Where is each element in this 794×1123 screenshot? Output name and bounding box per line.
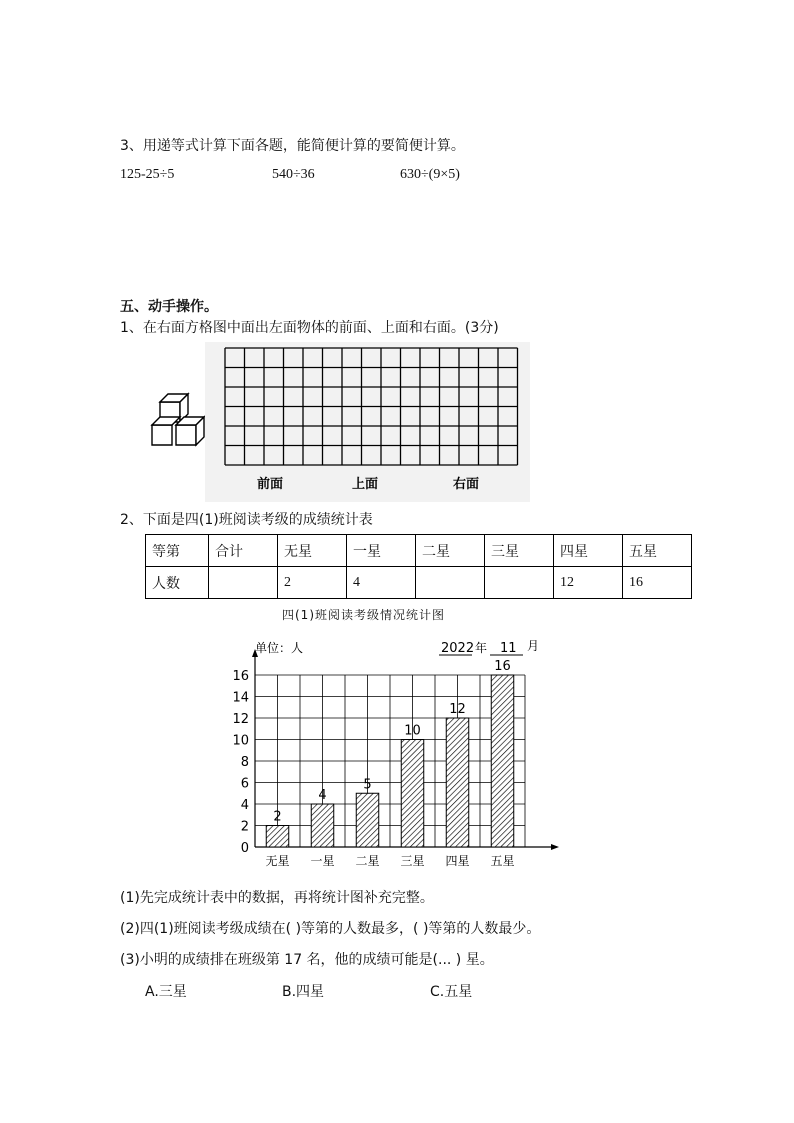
bar-value-label: 4: [318, 788, 327, 803]
table-cell: 五星: [623, 535, 692, 567]
grid-label-front: 前面: [257, 477, 284, 492]
section-title: 五、动手操作。: [120, 299, 218, 315]
table-data-row: [146, 567, 692, 599]
table-cell-total[interactable]: [209, 567, 278, 599]
bar: [491, 675, 514, 847]
q3-expr-1: 125-25÷5: [120, 167, 175, 182]
bar-chart: [225, 630, 585, 880]
bar-value-label: 5: [363, 777, 372, 793]
table-cell: 无星: [278, 535, 347, 567]
y-tick-label: 6: [240, 776, 249, 792]
chart-title: 四(1)班阅读考级情况统计图: [282, 608, 445, 622]
table-cell: 四星: [554, 535, 623, 567]
x-tick-label: 二星: [355, 854, 380, 868]
table-cell: 一星: [347, 535, 416, 567]
table-cell: 4: [347, 567, 416, 599]
q3-expr-3: 630÷(9×5): [400, 167, 460, 182]
bar-value-label: 16: [494, 659, 511, 674]
q2-text: 2、下面是四(1)班阅读考级的成绩统计表: [120, 512, 373, 528]
y-tick-label: 0: [240, 841, 249, 856]
table-cell: 12: [554, 567, 623, 599]
table-cell: 三星: [485, 535, 554, 567]
bar-value-label: 2: [273, 809, 282, 825]
table-cell: 等第: [146, 535, 209, 567]
bar: [356, 793, 379, 847]
table-cell-blank[interactable]: [416, 567, 485, 599]
x-tick-label: 五星: [490, 854, 515, 868]
table-cell: 2: [278, 567, 347, 599]
q3-expr-2: 540÷36: [272, 167, 315, 182]
q1-text: 1、在右面方格图中面出左面物体的前面、上面和右面。(3分): [120, 320, 499, 336]
y-tick-label: 8: [240, 755, 249, 770]
bar: [446, 718, 469, 847]
y-tick-label: 12: [232, 712, 249, 727]
x-tick-label: 一星: [310, 854, 335, 868]
x-tick-label: 四星: [445, 854, 470, 868]
sub-question-1: (1)先完成统计表中的数据，再将统计图补充完整。: [120, 890, 434, 906]
option-c[interactable]: C.五星: [430, 984, 473, 1000]
bar: [311, 804, 334, 847]
bar-value-label: 12: [449, 702, 466, 717]
chart-year-suffix: 年: [475, 641, 488, 655]
y-tick-label: 2: [240, 819, 249, 835]
table-cell: 二星: [416, 535, 485, 567]
drawing-grid: [205, 342, 530, 502]
sub-question-2: (2)四(1)班阅读考级成绩在( )等第的人数最多，( )等第的人数最少。: [120, 921, 541, 937]
grid-label-top: 上面: [352, 477, 379, 492]
q3-heading: 3、用递等式计算下面各题，能简便计算的要简便计算。: [120, 138, 465, 154]
bar: [266, 826, 289, 848]
table-cell-blank[interactable]: [485, 567, 554, 599]
bar-value-label: 10: [404, 723, 421, 739]
x-tick-label: 无星: [265, 854, 290, 868]
x-tick-label: 三星: [400, 854, 425, 868]
chart-month: 11: [500, 641, 517, 656]
sub-question-3: (3)小明的成绩排在班级第 17 名，他的成绩可能是(... ) 星。: [120, 952, 494, 968]
chart-month-suffix: 月: [527, 639, 540, 653]
table-cell: 人数: [146, 567, 209, 599]
y-tick-label: 4: [240, 798, 249, 813]
chart-unit-label: 单位：人: [255, 641, 304, 655]
y-tick-label: 10: [232, 733, 249, 749]
grid-label-right: 右面: [453, 477, 480, 492]
y-tick-label: 14: [232, 690, 249, 706]
bar: [401, 740, 424, 848]
option-b[interactable]: B.四星: [282, 984, 325, 1000]
chart-year: 2022: [441, 641, 475, 656]
table-cell: 16: [623, 567, 692, 599]
option-a[interactable]: A.三星: [145, 984, 187, 1000]
table-header-row: [146, 535, 692, 567]
stats-table: [145, 534, 692, 599]
y-tick-label: 16: [232, 669, 249, 684]
table-cell: 合计: [209, 535, 278, 567]
